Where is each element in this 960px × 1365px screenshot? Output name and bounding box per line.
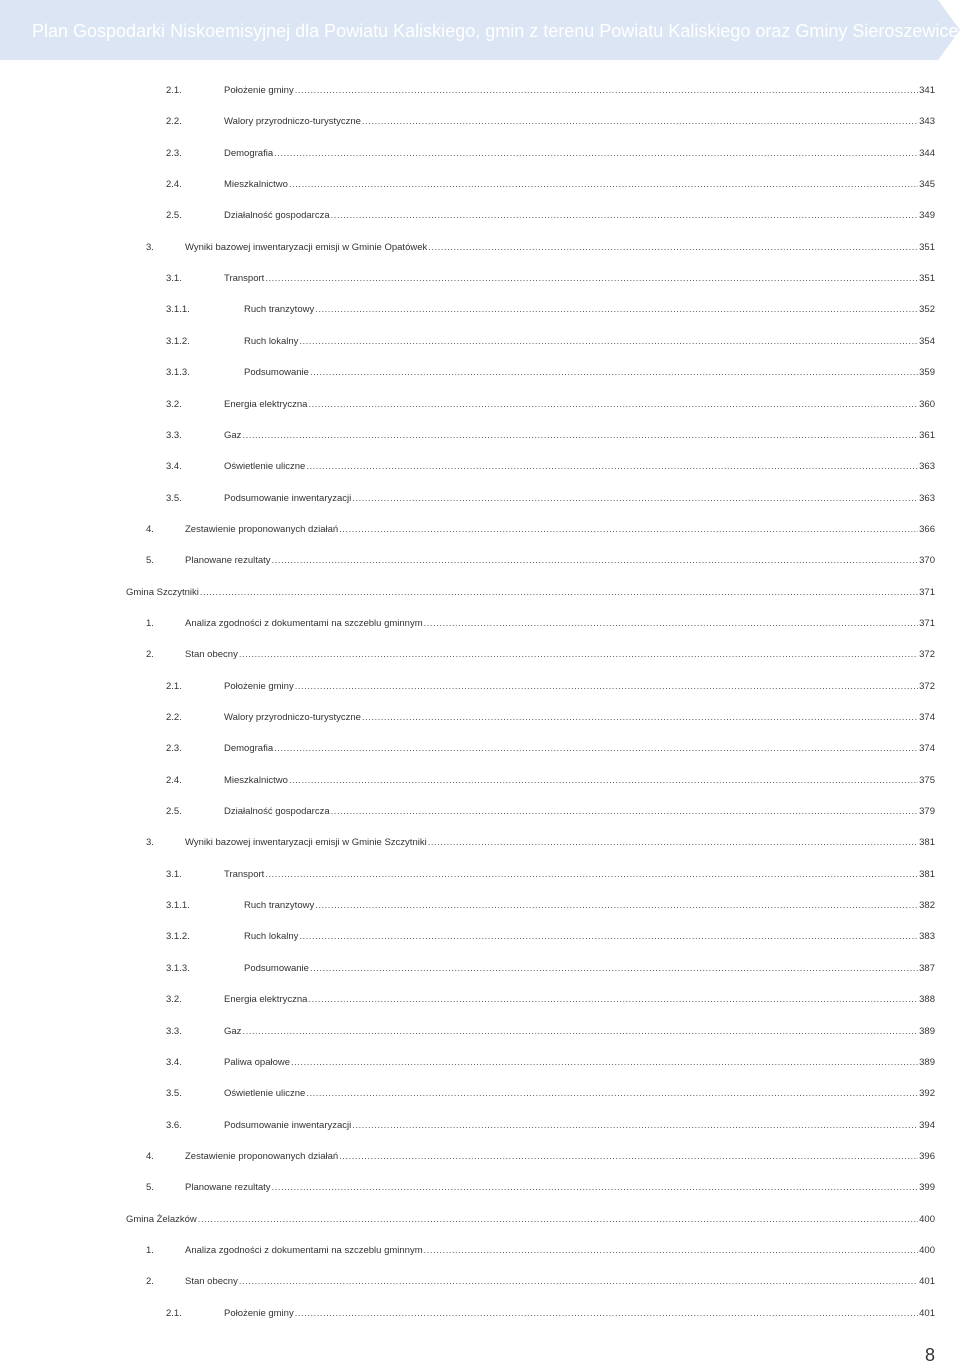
toc-entry-title: Demografia (224, 743, 274, 755)
toc-entry-page: 396 (919, 1150, 935, 1162)
toc-entry[interactable] (166, 459, 935, 475)
toc-entry[interactable] (146, 835, 935, 851)
toc-entry-page: 388 (919, 994, 935, 1006)
toc-leader-dots (295, 1306, 918, 1322)
toc-leader-dots (272, 553, 919, 569)
toc-entry-title: Zestawienie proponowanych działań (185, 523, 339, 535)
toc-entry-page: 389 (919, 1056, 935, 1068)
toc-entry-page: 345 (919, 179, 935, 191)
toc-entry-title: Podsumowanie inwentaryzacji (224, 1119, 352, 1131)
toc-entry[interactable] (166, 867, 935, 883)
toc-entry-number: 3.2. (166, 398, 182, 410)
toc-entry[interactable] (166, 428, 935, 444)
toc-entry[interactable] (166, 992, 935, 1008)
toc-leader-dots (299, 334, 918, 350)
toc-entry[interactable] (166, 491, 935, 507)
toc-entry-page: 351 (919, 241, 935, 253)
toc-entry[interactable] (166, 929, 935, 945)
toc-leader-dots (362, 114, 918, 130)
toc-entry-page: 352 (919, 304, 935, 316)
toc-entry-title: Analiza zgodności z dokumentami na szczeblu gminnym (185, 1244, 423, 1256)
toc-entry-title: Transport (224, 868, 265, 880)
toc-entry-page: 372 (919, 649, 935, 661)
toc-entry-title: Gmina Żelazków (126, 1213, 197, 1225)
toc-entry[interactable] (146, 616, 935, 632)
toc-leader-dots (299, 929, 918, 945)
toc-entry[interactable] (166, 1086, 935, 1102)
toc-entry[interactable] (166, 898, 935, 914)
toc-entry-page: 343 (919, 116, 935, 128)
toc-entry-page: 349 (919, 210, 935, 222)
toc-entry-title: Ruch tranzytowy (244, 304, 315, 316)
toc-entry-page: 354 (919, 335, 935, 347)
toc-entry[interactable] (166, 1024, 935, 1040)
toc-entry-title: Ruch lokalny (244, 335, 299, 347)
toc-entry-number: 2.1. (166, 680, 182, 692)
toc-leader-dots (200, 585, 918, 601)
toc-leader-dots (310, 961, 918, 977)
toc-entry-number: 2.4. (166, 774, 182, 786)
toc-entry-page: 399 (919, 1182, 935, 1194)
toc-entry-page: 401 (919, 1307, 935, 1319)
toc-entry-number: 5. (146, 555, 154, 567)
toc-entry-page: 360 (919, 398, 935, 410)
toc-entry-title: Podsumowanie (244, 367, 309, 379)
toc-entry-number: 3. (146, 837, 154, 849)
toc-entry-number: 3. (146, 241, 154, 253)
toc-leader-dots (274, 146, 918, 162)
toc-entry[interactable] (166, 1306, 935, 1322)
toc-entry[interactable] (166, 271, 935, 287)
toc-leader-dots (265, 867, 918, 883)
toc-leader-dots (424, 1243, 919, 1259)
toc-entry[interactable] (166, 397, 935, 413)
toc-entry-number: 4. (146, 523, 154, 535)
toc-entry-page: 387 (919, 962, 935, 974)
toc-leader-dots (339, 522, 918, 538)
toc-entry[interactable] (146, 553, 935, 569)
toc-entry-page: 401 (919, 1276, 935, 1288)
toc-entry-title: Wyniki bazowej inwentaryzacji emisji w Gminie Opatówek (185, 241, 428, 253)
toc-entry-title: Ruch tranzytowy (244, 900, 315, 912)
toc-leader-dots (295, 679, 918, 695)
toc-leader-dots (308, 397, 918, 413)
toc-entry-title: Gaz (224, 1025, 242, 1037)
toc-entry[interactable] (146, 522, 935, 538)
toc-entry-page: 381 (919, 837, 935, 849)
toc-entry-number: 2. (146, 1276, 154, 1288)
toc-entry[interactable] (166, 365, 935, 381)
document-header-title: Plan Gospodarki Niskoemisyjnej dla Powiatu Kaliskiego, gmin z terenu Powiatu Kaliskiego oraz Gminy Sieroszewice (32, 21, 959, 41)
toc-entry-title: Mieszkalnictwo (224, 774, 288, 786)
toc-leader-dots (306, 459, 918, 475)
toc-leader-dots (239, 1274, 918, 1290)
toc-leader-dots (308, 992, 918, 1008)
toc-entry-page: 383 (919, 931, 935, 943)
toc-entry-number: 3.1.1. (166, 304, 190, 316)
toc-entry-page: 374 (919, 712, 935, 723)
toc-entry-page: 374 (919, 743, 935, 755)
toc-entry-number: 1. (146, 617, 154, 629)
toc-leader-dots (239, 647, 918, 663)
toc-entry-page: 392 (919, 1088, 935, 1100)
toc-entry[interactable] (166, 83, 935, 99)
toc-entry-page: 381 (919, 868, 935, 880)
toc-leader-dots (242, 428, 918, 444)
toc-leader-dots (362, 710, 918, 726)
toc-leader-dots (352, 491, 918, 507)
toc-entry[interactable] (166, 741, 935, 757)
toc-leader-dots (289, 773, 918, 789)
toc-entry-page: 344 (919, 147, 935, 159)
toc-entry[interactable] (166, 961, 935, 977)
toc-entry[interactable] (146, 1149, 935, 1165)
toc-entry-number: 2.1. (166, 1307, 182, 1319)
toc-entry-page: 366 (919, 523, 935, 535)
toc-entry-page: 372 (919, 680, 935, 692)
toc-leader-dots (310, 365, 918, 381)
toc-entry-title: Podsumowanie (244, 962, 309, 974)
toc-entry-number: 2.1. (166, 85, 182, 96)
toc-entry-title: Wyniki bazowej inwentaryzacji emisji w Gminie Szczytniki (185, 837, 427, 849)
toc-entry-title: Położenie gminy (224, 85, 294, 96)
toc-entry-number: 2.5. (166, 806, 182, 818)
toc-entry[interactable] (166, 679, 935, 695)
toc-leader-dots (352, 1118, 918, 1134)
toc-leader-dots (265, 271, 918, 287)
toc-entry-number: 2.5. (166, 210, 182, 222)
toc-entry[interactable] (166, 177, 935, 193)
toc-entry[interactable] (126, 585, 935, 601)
toc-leader-dots (295, 83, 918, 99)
toc-entry-title: Walory przyrodniczo-turystyczne (224, 712, 361, 723)
toc-entry-number: 2. (146, 649, 154, 661)
toc-entry-title: Położenie gminy (224, 680, 294, 692)
toc-leader-dots (424, 616, 919, 632)
toc-entry-number: 4. (146, 1150, 154, 1162)
toc-entry-number: 2.3. (166, 743, 182, 755)
toc-leader-dots (339, 1149, 918, 1165)
toc-entry-page: 371 (919, 586, 935, 598)
toc-entry-number: 5. (146, 1182, 154, 1194)
toc-entry-page: 363 (919, 492, 935, 504)
toc-entry[interactable] (146, 240, 935, 256)
toc-entry-number: 2.2. (166, 116, 182, 128)
toc-entry-page: 394 (919, 1119, 935, 1131)
toc-entry-page: 371 (919, 617, 935, 629)
toc-entry-number: 3.6. (166, 1119, 182, 1131)
toc-leader-dots (315, 302, 918, 318)
toc-entry-title: Oświetlenie uliczne (224, 1088, 306, 1100)
toc-entry[interactable] (146, 647, 935, 663)
toc-entry-page: 400 (919, 1213, 935, 1225)
toc-entry-number: 2.2. (166, 712, 182, 723)
toc-entry-title: Analiza zgodności z dokumentami na szczeblu gminnym (185, 617, 423, 629)
toc-entry-title: Oświetlenie uliczne (224, 461, 306, 473)
toc-leader-dots (291, 1055, 918, 1071)
toc-leader-dots (315, 898, 918, 914)
toc-entry-page: 389 (919, 1025, 935, 1037)
toc-leader-dots (331, 208, 919, 224)
toc-entry[interactable] (166, 114, 935, 130)
toc-entry-title: Energia elektryczna (224, 398, 308, 410)
toc-entry-page: 361 (919, 429, 935, 441)
toc-leader-dots (242, 1024, 918, 1040)
toc-entry[interactable] (166, 773, 935, 789)
toc-entry[interactable] (146, 1274, 935, 1290)
toc-entry-number: 1. (146, 1244, 154, 1256)
toc-entry[interactable] (146, 1243, 935, 1259)
toc-entry-number: 3.5. (166, 1088, 182, 1100)
toc-entry-title: Położenie gminy (224, 1307, 294, 1319)
toc-leader-dots (272, 1180, 919, 1196)
toc-entry-page: 375 (919, 774, 935, 786)
toc-entry-page: 341 (919, 85, 935, 96)
toc-entry-number: 3.2. (166, 994, 182, 1006)
toc-leader-dots (428, 835, 918, 851)
toc-entry-number: 3.3. (166, 1025, 182, 1037)
toc-entry-title: Energia elektryczna (224, 994, 308, 1006)
toc-entry-title: Zestawienie proponowanych działań (185, 1150, 339, 1162)
toc-entry[interactable] (126, 1212, 935, 1228)
toc-entry-number: 3.4. (166, 461, 182, 473)
toc-entry-number: 2.4. (166, 179, 182, 191)
toc-entry-title: Stan obecny (185, 1276, 238, 1288)
toc-entry-title: Planowane rezultaty (185, 555, 271, 567)
toc-entry-title: Walory przyrodniczo-turystyczne (224, 116, 361, 128)
toc-entry-number: 3.1. (166, 868, 182, 880)
toc-entry[interactable] (166, 334, 935, 350)
toc-entry[interactable] (146, 1180, 935, 1196)
page-number: 8 (924, 1345, 935, 1365)
toc-entry-title: Podsumowanie inwentaryzacji (224, 492, 352, 504)
toc-entry[interactable] (166, 1055, 935, 1071)
toc-entry-page: 400 (919, 1244, 935, 1256)
toc-entry-title: Transport (224, 273, 265, 285)
toc-entry-page: 363 (919, 461, 935, 473)
toc-entry-number: 3.3. (166, 429, 182, 441)
toc-entry-page: 382 (919, 900, 935, 912)
toc-entry-title: Gaz (224, 429, 242, 441)
toc-entry-number: 3.4. (166, 1056, 182, 1068)
toc-entry-page: 351 (919, 273, 935, 285)
toc-entry-number: 2.3. (166, 147, 182, 159)
toc-entry-title: Gmina Szczytniki (126, 586, 199, 598)
toc-entry-number: 3.1.2. (166, 335, 190, 347)
toc-leader-dots (428, 240, 918, 256)
toc-entry[interactable] (166, 208, 935, 224)
toc-entry[interactable] (166, 1118, 935, 1134)
toc-entry-title: Działalność gospodarcza (224, 806, 330, 818)
toc-entry-number: 3.5. (166, 492, 182, 504)
toc-entry-title: Ruch lokalny (244, 931, 299, 943)
toc-entry-number: 3.1.3. (166, 367, 190, 379)
toc-entry-title: Stan obecny (185, 649, 238, 661)
toc-leader-dots (289, 177, 918, 193)
toc-leader-dots (331, 804, 919, 820)
toc-entry-page: 359 (919, 367, 935, 379)
toc-entry-title: Mieszkalnictwo (224, 179, 288, 191)
toc-entry-page: 370 (919, 555, 935, 567)
toc-entry[interactable] (166, 302, 935, 318)
toc-entry-number: 3.1.3. (166, 962, 190, 974)
toc-entry[interactable] (166, 710, 935, 726)
toc-entry-page: 379 (919, 806, 935, 818)
toc-leader-dots (274, 741, 918, 757)
toc-entry-title: Demografia (224, 147, 274, 159)
toc-leader-dots (198, 1212, 918, 1228)
toc-entry-number: 3.1.1. (166, 900, 190, 912)
toc-entry-title: Działalność gospodarcza (224, 210, 330, 222)
toc-entry[interactable] (166, 146, 935, 162)
toc-entry-number: 3.1. (166, 273, 182, 285)
toc-entry-number: 3.1.2. (166, 931, 190, 943)
toc-leader-dots (306, 1086, 918, 1102)
toc-entry-title: Planowane rezultaty (185, 1182, 271, 1194)
toc-entry[interactable] (166, 804, 935, 820)
toc-entry-title: Paliwa opałowe (224, 1056, 291, 1068)
